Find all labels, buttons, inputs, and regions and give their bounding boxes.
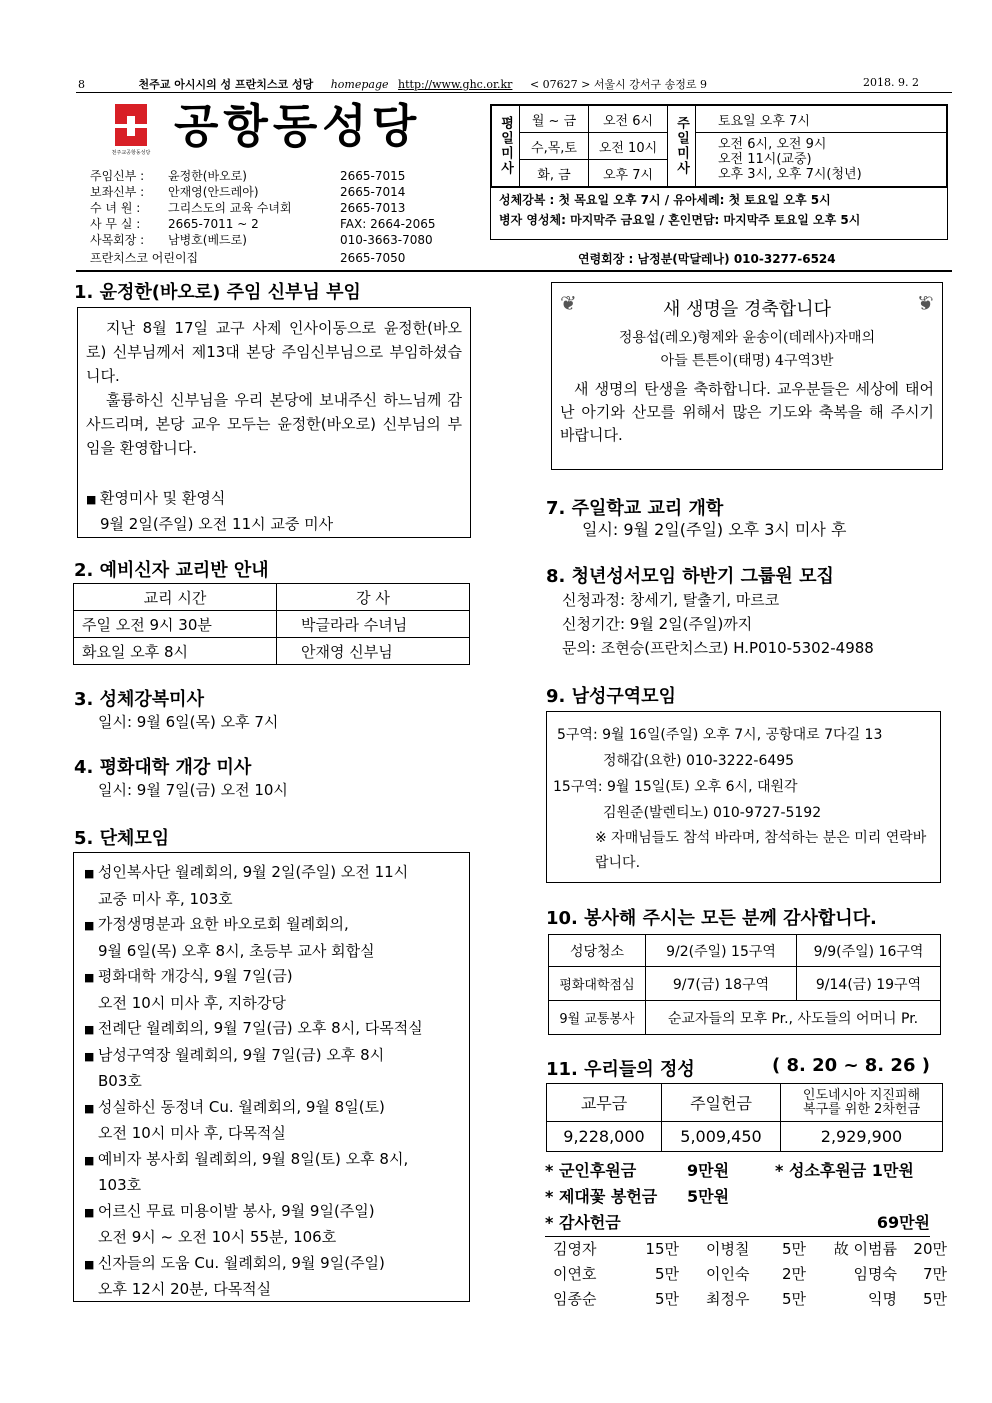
new-life-title: 새 생명을 경축합니다 [663, 299, 831, 320]
staff-row: 주임신부 : 윤정한(바오로) 2665-7015 [90, 169, 406, 183]
table-row: 화요일 오후 8시 안재영 신부님 [74, 638, 470, 665]
group-meetings-box [73, 852, 470, 1302]
section-title: 5. 단체모임 [74, 828, 170, 849]
donor-table [552, 1237, 948, 1312]
mass-note: 병자 영성체: 마지막주 금요일 / 혼인면담: 마지막주 토요일 오후 5시 [499, 213, 861, 227]
page-number: 8 [78, 78, 85, 91]
flourish-icon: ❦ [560, 291, 577, 315]
church-logo [107, 98, 155, 156]
staff-row: 사목회장 : 남병호(베드로) 010-3663-7080 [90, 233, 433, 247]
staff-row: 보좌신부 : 안재영(안드레아) 2665-7014 [90, 185, 406, 199]
list-item: ■ 남성구역장 월례회의, 9월 7일(금) 오후 8시 B03호 [84, 1043, 459, 1095]
list-item: ■ 신자들의 도움 Cu. 월례회의, 9월 9일(주일) 오후 12시 20분, 다목적실 [84, 1251, 459, 1303]
volunteer-table [548, 934, 941, 1035]
section-title: 8. 청년성서모임 하반기 그룹원 모집 [546, 566, 834, 587]
offering-period: ( 8. 20 ~ 8. 26 ) [772, 1055, 930, 1076]
table-row: 9,228,000 5,009,450 2,929,900 [547, 1122, 943, 1152]
new-life-box: ❦ ❦ 새 생명을 경축합니다 정용섭(레오)형제와 윤송이(데레사)자매의 아들 튼튼이(태명) 4구역3반 새 생명의 탄생을 축하합니다. 교우분들은 세상에 태어난 아기와 산모를 위해서 많은 기도와 축복을 해 주시기 바랍니다. [551, 282, 943, 470]
staff-row: 수 녀 원 : 그리스도의 교육 수녀회 2665-7013 [90, 201, 406, 215]
table-row: 성당청소 9/2(주일) 15구역 9/9(주일) 16구역 [549, 935, 941, 967]
district-meeting-box: 5구역: 9월 16일(주일) 오후 7시, 공항대로 7다길 13 정해갑(요한) 010-3222-6495 15구역: 9월 15일(토) 오후 6시, 대원각 김원준(발렌티노) 010-9727-5192 ※ 자매님들도 참석 바라며, 참석하는 분은 미리 연락바랍니다. [546, 711, 941, 883]
homepage-link[interactable]: http://www.ghc.or.kr [398, 78, 513, 91]
chair-info: 연령회장 : 남정분(막달레나) 010-3277-6524 [578, 252, 836, 266]
logo-icon [107, 98, 155, 156]
list-item: ■ 가정생명분과 요한 바오로회 월례회의, 9월 6일(목) 오후 8시, 초등부 교사 회합실 [84, 912, 459, 964]
list-item: ■ 평화대학 개강식, 9월 7일(금) 오전 10시 미사 후, 지하강당 [84, 964, 459, 1016]
list-item: ■ 성인복사단 월례회의, 9월 2일(주일) 오전 11시 교중 미사 후, 103호 [84, 860, 459, 912]
list-item: ■ 예비자 봉사회 월례회의, 9월 8일(토) 오후 8시, 103호 [84, 1147, 459, 1199]
parish-full-name: 천주교 아시시의 성 프란치스코 성당 [138, 78, 314, 91]
issue-date: 2018. 9. 2 [863, 76, 919, 89]
list-item: ■ 어르신 무료 미용이발 봉사, 9월 9일(주일) 오전 9시 ~ 오전 10시 55분, 106호 [84, 1199, 459, 1251]
list-item: ■ 성실하신 동정녀 Cu. 월례회의, 9월 8일(토) 오전 10시 미사 후, 다목적실 [84, 1095, 459, 1147]
header-bottom-rule [76, 270, 952, 272]
list-item: ■ 전례단 월례회의, 9월 7일(금) 오후 8시, 다목적실 [84, 1016, 459, 1043]
section-title: 11. 우리들의 정성 [546, 1059, 695, 1080]
table-row: 이연호 5만 이인숙 2만 임명숙 7만 [553, 1265, 947, 1283]
table-row: 주일 오전 9시 30분 박글라라 수녀님 [74, 611, 470, 638]
section-title: 3. 성체강복미사 [74, 689, 204, 710]
mass-schedule [490, 104, 948, 240]
homepage-label: homepage [330, 78, 389, 91]
section-1-box: 지난 8월 17일 교구 사제 인사이동으로 윤정한(바오로) 신부님께서 제13대 본당 주임신부님으로 부임하셨습니다. 훌륭하신 신부님을 우리 본당에 보내주신 하느님께 감사드리며, 본당 교우 모두는 윤정한(바오로) 신부님의 부임을 환영합니다. ■ 환영미사 및 환영식 9월 2일(주일) 오전 11시 교중 미사 [77, 307, 471, 538]
mass-table: 평일미사 월 ~ 금 오전 6시 주일미사 토요일 오후 7시 수,목,토 오전 10시 오전 6시, 오전 9시 오전 11시(교중) 오후 3시, 오후 7시(청년) 화, 금 오후 7시 [491, 105, 947, 187]
offering-table: 교무금 주일헌금 인도네시아 지진피해 복구를 위한 2차헌금 9,228,000 5,009,450 2,929,900 [546, 1083, 943, 1152]
flourish-icon: ❦ [917, 291, 934, 315]
section-title: 2. 예비신자 교리반 안내 [74, 560, 269, 581]
table-row: 김영자 15만 이병칠 5만 故 이범륨 20만 [553, 1240, 947, 1258]
staff-row: 프란치스코 어린이집 2665-7050 [90, 251, 406, 265]
catechism-table: 교리 시간 강 사 주일 오전 9시 30분 박글라라 수녀님 화요일 오후 8시 안재영 신부님 [73, 583, 470, 665]
table-row: 9월 교통봉사 순교자들의 모후 Pr., 사도들의 어머니 Pr. [549, 1001, 941, 1035]
mass-note: 성체강복 : 첫 목요일 오후 7시 / 유아세례: 첫 토요일 오후 5시 [499, 193, 831, 207]
sunday-mass-label: 주일미사 [668, 106, 696, 187]
page-title: 공항동성당 [174, 99, 422, 153]
staff-list [90, 168, 436, 266]
section-title: 10. 봉사해 주시는 모든 분께 감사합니다. [546, 908, 877, 929]
section-title: 4. 평화대학 개강 미사 [74, 757, 252, 778]
staff-row: 사 무 실 : 2665-7011 ~ 2 FAX: 2664-2065 [90, 217, 436, 231]
section-title: 1. 윤정한(바오로) 주임 신부님 부임 [74, 282, 361, 303]
address: < 07627 > 서울시 강서구 송정로 9 [529, 78, 707, 91]
table-row: 평화대학점심 9/7(금) 18구역 9/14(금) 19구역 [549, 967, 941, 1001]
table-row: 임종순 5만 최정우 5만 익명 5만 [553, 1290, 947, 1308]
section-title: 9. 남성구역모임 [546, 686, 676, 707]
svg-text:천주교공항동성당: 천주교공항동성당 [111, 150, 151, 156]
weekday-mass-label: 평일미사 [492, 106, 520, 187]
section-title: 7. 주일학교 교리 개학 [546, 498, 724, 519]
